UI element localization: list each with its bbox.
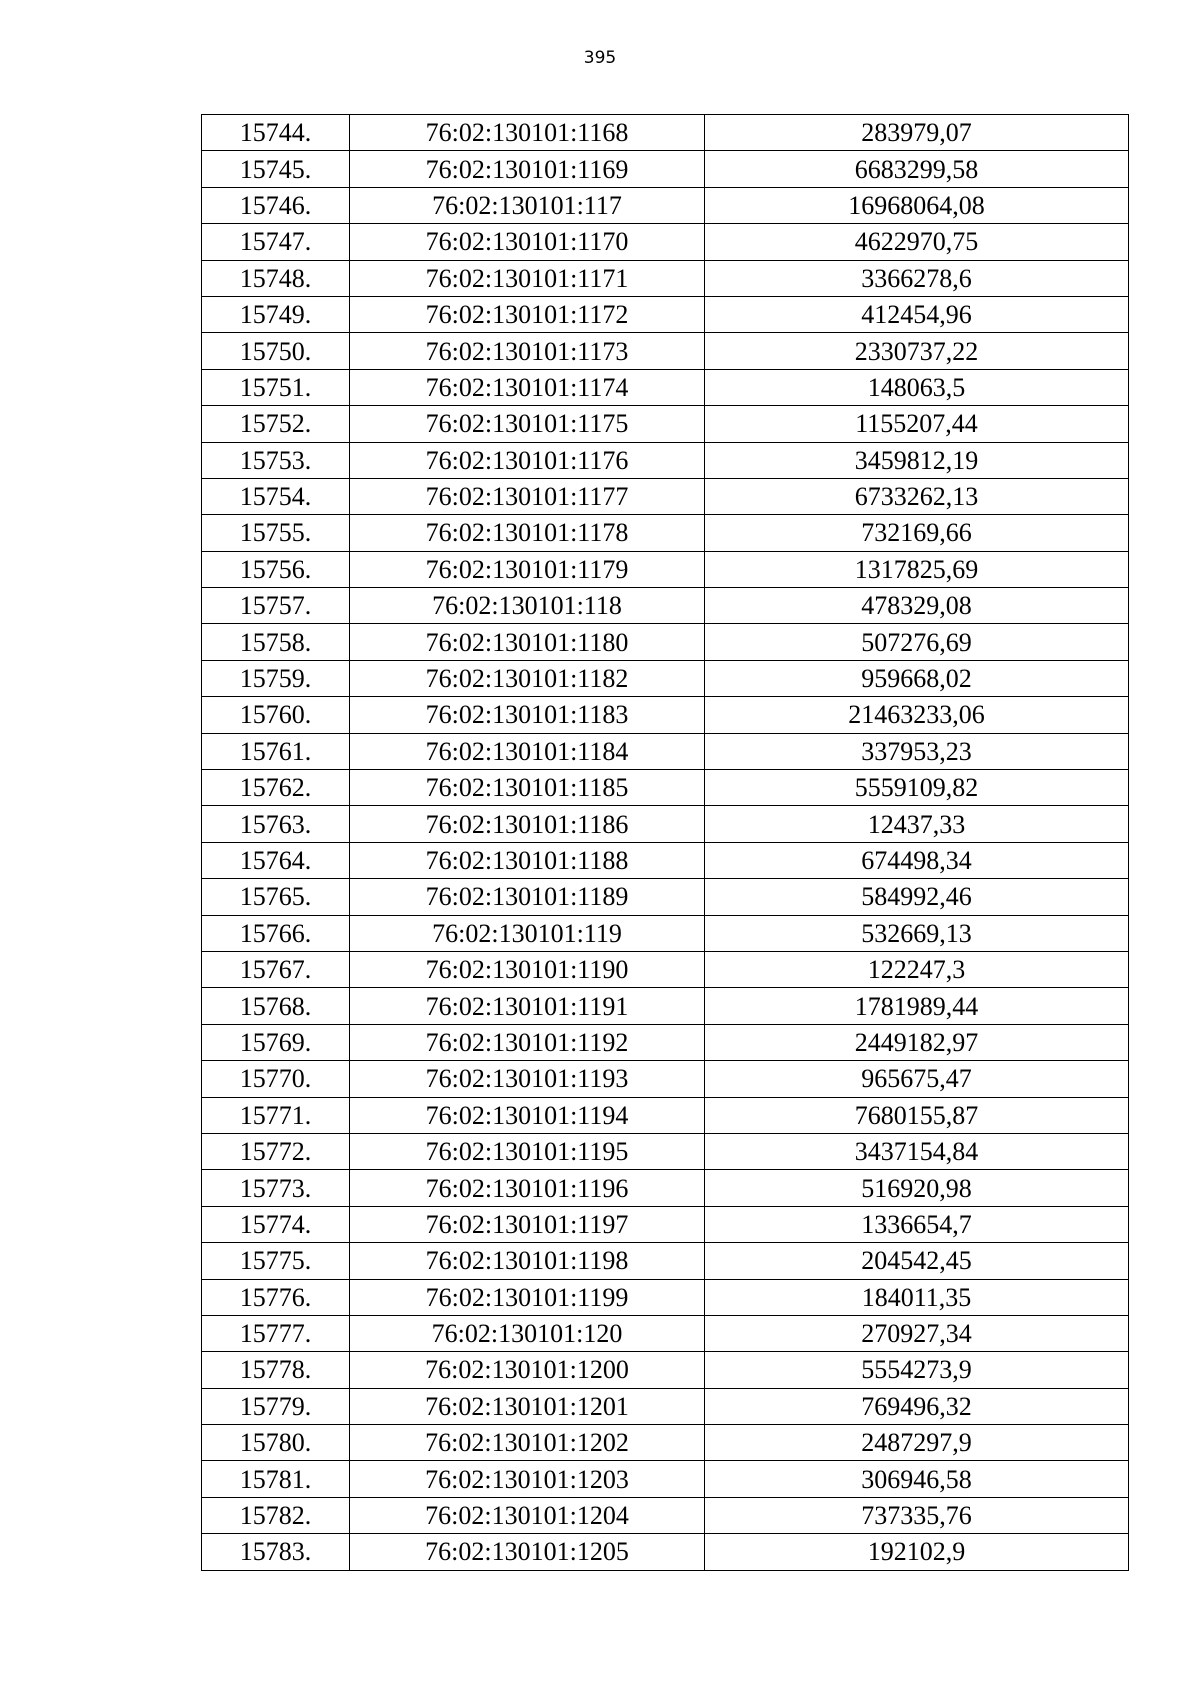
table-row <box>202 1388 1129 1424</box>
cadastral-value-cell: 148063,5 <box>705 369 1129 405</box>
table-row <box>202 1461 1129 1497</box>
row-number-cell: 15747. <box>202 224 350 260</box>
cadastral-value-cell: 283979,07 <box>705 115 1129 151</box>
cadastral-value-cell: 732169,66 <box>705 515 1129 551</box>
cadastral-value-cell: 204542,45 <box>705 1243 1129 1279</box>
cadastral-value-cell: 5559109,82 <box>705 770 1129 806</box>
table-row <box>202 1024 1129 1060</box>
row-number-cell: 15771. <box>202 1097 350 1133</box>
table-row <box>202 151 1129 187</box>
table-row <box>202 879 1129 915</box>
table-row <box>202 1206 1129 1242</box>
cadastral-value-cell: 2330737,22 <box>705 333 1129 369</box>
cadastral-value-cell: 306946,58 <box>705 1461 1129 1497</box>
cadastral-number-cell: 76:02:130101:1177 <box>350 478 705 514</box>
cadastral-number-cell: 76:02:130101:117 <box>350 187 705 223</box>
cadastral-value-cell: 192102,9 <box>705 1534 1129 1570</box>
table-row <box>202 733 1129 769</box>
cadastral-number-cell: 76:02:130101:1201 <box>350 1388 705 1424</box>
cadastral-number-cell: 76:02:130101:1197 <box>350 1206 705 1242</box>
cadastral-number-cell: 76:02:130101:1179 <box>350 551 705 587</box>
table-row <box>202 1243 1129 1279</box>
cadastral-value-cell: 507276,69 <box>705 624 1129 660</box>
row-number-cell: 15780. <box>202 1425 350 1461</box>
table-row <box>202 770 1129 806</box>
row-number-cell: 15760. <box>202 697 350 733</box>
cadastral-number-cell: 76:02:130101:1176 <box>350 442 705 478</box>
table-row <box>202 1315 1129 1351</box>
cadastral-value-cell: 584992,46 <box>705 879 1129 915</box>
table-row <box>202 1534 1129 1570</box>
cadastral-value-cell: 3459812,19 <box>705 442 1129 478</box>
row-number-cell: 15755. <box>202 515 350 551</box>
cadastral-value-cell: 3437154,84 <box>705 1133 1129 1169</box>
cadastral-number-cell: 76:02:130101:1185 <box>350 770 705 806</box>
cadastral-number-cell: 76:02:130101:1184 <box>350 733 705 769</box>
page-number: 395 <box>583 48 617 68</box>
row-number-cell: 15749. <box>202 296 350 332</box>
cadastral-value-cell: 12437,33 <box>705 806 1129 842</box>
cadastral-number-cell: 76:02:130101:1180 <box>350 624 705 660</box>
table-row <box>202 1170 1129 1206</box>
table-row <box>202 406 1129 442</box>
cadastral-number-cell: 76:02:130101:1203 <box>350 1461 705 1497</box>
table-row <box>202 515 1129 551</box>
row-number-cell: 15745. <box>202 151 350 187</box>
cadastral-value-cell: 478329,08 <box>705 588 1129 624</box>
row-number-cell: 15776. <box>202 1279 350 1315</box>
cadastral-number-cell: 76:02:130101:1193 <box>350 1061 705 1097</box>
cadastral-value-cell: 1781989,44 <box>705 988 1129 1024</box>
cadastral-value-cell: 412454,96 <box>705 296 1129 332</box>
cadastral-value-cell: 2487297,9 <box>705 1425 1129 1461</box>
table-row <box>202 624 1129 660</box>
cadastral-value-cell: 532669,13 <box>705 915 1129 951</box>
cadastral-number-cell: 76:02:130101:1182 <box>350 660 705 696</box>
table-row <box>202 442 1129 478</box>
cadastral-number-cell: 76:02:130101:1174 <box>350 369 705 405</box>
cadastral-number-cell: 76:02:130101:1188 <box>350 842 705 878</box>
cadastral-number-cell: 76:02:130101:1173 <box>350 333 705 369</box>
table-row <box>202 660 1129 696</box>
row-number-cell: 15759. <box>202 660 350 696</box>
cadastral-value-cell: 1336654,7 <box>705 1206 1129 1242</box>
cadastral-number-cell: 76:02:130101:1169 <box>350 151 705 187</box>
table-row <box>202 551 1129 587</box>
row-number-cell: 15762. <box>202 770 350 806</box>
table-row <box>202 333 1129 369</box>
cadastral-value-cell: 6733262,13 <box>705 478 1129 514</box>
cadastral-value-cell: 270927,34 <box>705 1315 1129 1351</box>
row-number-cell: 15764. <box>202 842 350 878</box>
row-number-cell: 15753. <box>202 442 350 478</box>
table-body <box>202 115 1129 1571</box>
cadastral-value-cell: 516920,98 <box>705 1170 1129 1206</box>
cadastral-number-cell: 76:02:130101:1175 <box>350 406 705 442</box>
cadastral-value-cell: 674498,34 <box>705 842 1129 878</box>
cadastral-number-cell: 76:02:130101:118 <box>350 588 705 624</box>
row-number-cell: 15765. <box>202 879 350 915</box>
row-number-cell: 15757. <box>202 588 350 624</box>
row-number-cell: 15752. <box>202 406 350 442</box>
cadastral-value-cell: 21463233,06 <box>705 697 1129 733</box>
row-number-cell: 15777. <box>202 1315 350 1351</box>
row-number-cell: 15751. <box>202 369 350 405</box>
row-number-cell: 15750. <box>202 333 350 369</box>
cadastral-number-cell: 76:02:130101:120 <box>350 1315 705 1351</box>
row-number-cell: 15770. <box>202 1061 350 1097</box>
row-number-cell: 15783. <box>202 1534 350 1570</box>
row-number-cell: 15758. <box>202 624 350 660</box>
row-number-cell: 15746. <box>202 187 350 223</box>
table-row <box>202 1352 1129 1388</box>
cadastral-value-cell: 1317825,69 <box>705 551 1129 587</box>
cadastral-value-cell: 7680155,87 <box>705 1097 1129 1133</box>
cadastral-value-table <box>201 114 1129 1571</box>
row-number-cell: 15763. <box>202 806 350 842</box>
cadastral-number-cell: 76:02:130101:1183 <box>350 697 705 733</box>
table-row <box>202 296 1129 332</box>
cadastral-value-cell: 337953,23 <box>705 733 1129 769</box>
table-row <box>202 478 1129 514</box>
cadastral-value-cell: 16968064,08 <box>705 187 1129 223</box>
table-row <box>202 1279 1129 1315</box>
cadastral-number-cell: 76:02:130101:1190 <box>350 951 705 987</box>
table-row <box>202 915 1129 951</box>
row-number-cell: 15779. <box>202 1388 350 1424</box>
table-row <box>202 187 1129 223</box>
cadastral-value-cell: 959668,02 <box>705 660 1129 696</box>
cadastral-number-cell: 76:02:130101:1202 <box>350 1425 705 1461</box>
cadastral-value-cell: 5554273,9 <box>705 1352 1129 1388</box>
table-row <box>202 806 1129 842</box>
cadastral-number-cell: 76:02:130101:1205 <box>350 1534 705 1570</box>
table-row <box>202 1497 1129 1533</box>
row-number-cell: 15754. <box>202 478 350 514</box>
cadastral-value-cell: 965675,47 <box>705 1061 1129 1097</box>
table-row <box>202 115 1129 151</box>
table-row <box>202 1061 1129 1097</box>
cadastral-value-cell: 122247,3 <box>705 951 1129 987</box>
cadastral-number-cell: 76:02:130101:1191 <box>350 988 705 1024</box>
row-number-cell: 15769. <box>202 1024 350 1060</box>
cadastral-number-cell: 76:02:130101:1200 <box>350 1352 705 1388</box>
cadastral-value-cell: 2449182,97 <box>705 1024 1129 1060</box>
table-row <box>202 1097 1129 1133</box>
table-row <box>202 260 1129 296</box>
table-row <box>202 951 1129 987</box>
row-number-cell: 15756. <box>202 551 350 587</box>
cadastral-number-cell: 76:02:130101:1172 <box>350 296 705 332</box>
cadastral-number-cell: 76:02:130101:1170 <box>350 224 705 260</box>
cadastral-number-cell: 76:02:130101:1204 <box>350 1497 705 1533</box>
row-number-cell: 15782. <box>202 1497 350 1533</box>
row-number-cell: 15766. <box>202 915 350 951</box>
cadastral-number-cell: 76:02:130101:1186 <box>350 806 705 842</box>
cadastral-number-cell: 76:02:130101:1194 <box>350 1097 705 1133</box>
cadastral-value-cell: 1155207,44 <box>705 406 1129 442</box>
cadastral-number-cell: 76:02:130101:1189 <box>350 879 705 915</box>
row-number-cell: 15774. <box>202 1206 350 1242</box>
cadastral-number-cell: 76:02:130101:1178 <box>350 515 705 551</box>
cadastral-number-cell: 76:02:130101:1196 <box>350 1170 705 1206</box>
cadastral-value-cell: 3366278,6 <box>705 260 1129 296</box>
row-number-cell: 15772. <box>202 1133 350 1169</box>
row-number-cell: 15778. <box>202 1352 350 1388</box>
table-row <box>202 842 1129 878</box>
cadastral-number-cell: 76:02:130101:1198 <box>350 1243 705 1279</box>
table-row <box>202 369 1129 405</box>
row-number-cell: 15761. <box>202 733 350 769</box>
cadastral-value-cell: 6683299,58 <box>705 151 1129 187</box>
cadastral-number-cell: 76:02:130101:1195 <box>350 1133 705 1169</box>
table-row <box>202 1425 1129 1461</box>
row-number-cell: 15775. <box>202 1243 350 1279</box>
row-number-cell: 15767. <box>202 951 350 987</box>
row-number-cell: 15748. <box>202 260 350 296</box>
table-row <box>202 697 1129 733</box>
cadastral-number-cell: 76:02:130101:1192 <box>350 1024 705 1060</box>
table-row <box>202 988 1129 1024</box>
cadastral-value-cell: 737335,76 <box>705 1497 1129 1533</box>
cadastral-number-cell: 76:02:130101:1199 <box>350 1279 705 1315</box>
row-number-cell: 15773. <box>202 1170 350 1206</box>
table-row <box>202 224 1129 260</box>
row-number-cell: 15768. <box>202 988 350 1024</box>
cadastral-number-cell: 76:02:130101:1171 <box>350 260 705 296</box>
cadastral-number-cell: 76:02:130101:119 <box>350 915 705 951</box>
cadastral-value-cell: 769496,32 <box>705 1388 1129 1424</box>
cadastral-number-cell: 76:02:130101:1168 <box>350 115 705 151</box>
table-row <box>202 1133 1129 1169</box>
row-number-cell: 15744. <box>202 115 350 151</box>
cadastral-value-cell: 4622970,75 <box>705 224 1129 260</box>
table-row <box>202 588 1129 624</box>
cadastral-value-cell: 184011,35 <box>705 1279 1129 1315</box>
row-number-cell: 15781. <box>202 1461 350 1497</box>
